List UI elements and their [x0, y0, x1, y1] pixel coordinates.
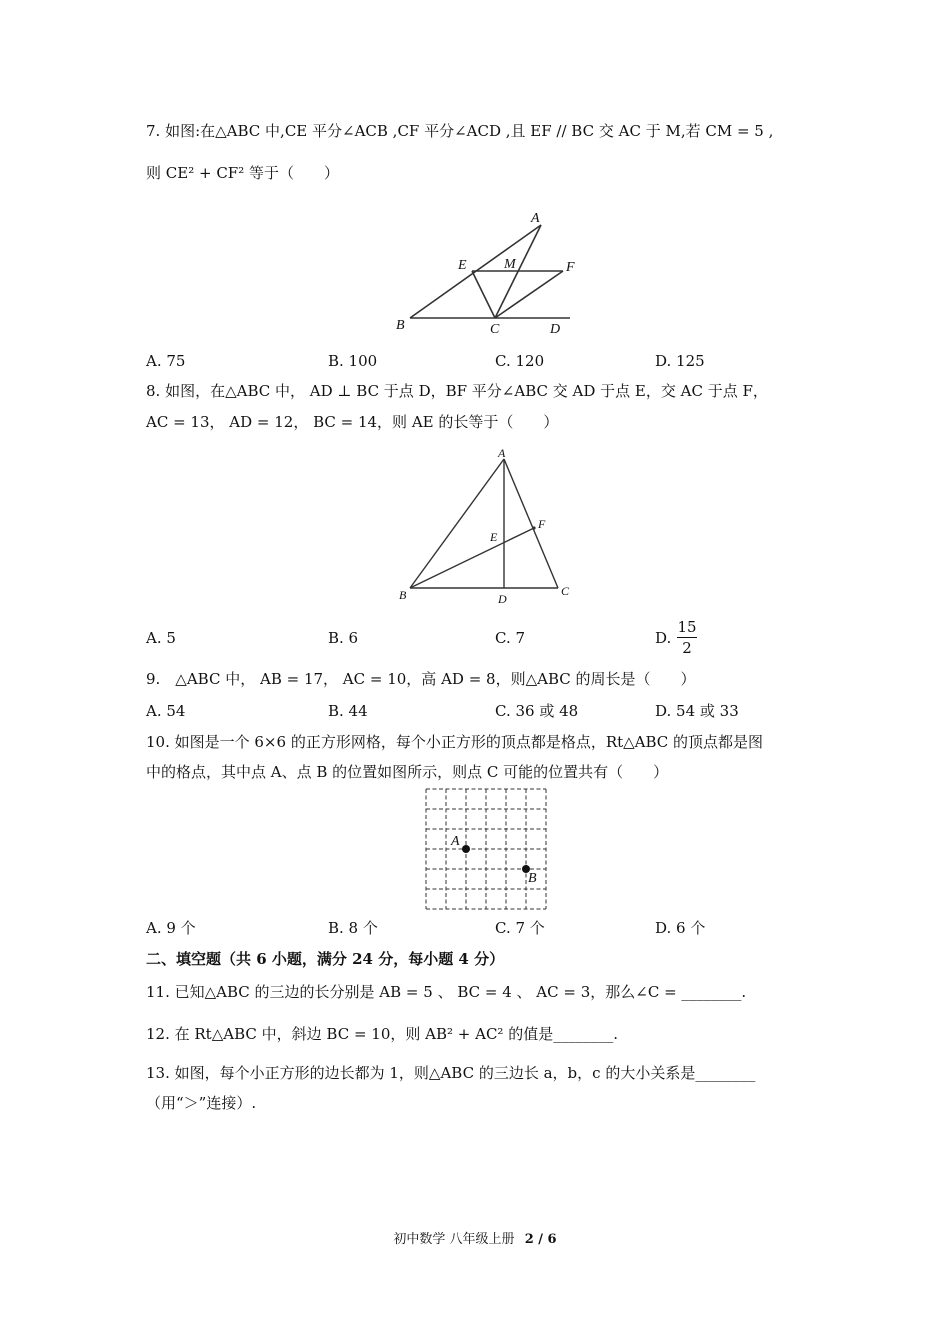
q7-label-f: F: [566, 260, 575, 275]
section-2-title: 二、填空题（共 6 小题，满分 24 分，每小题 4 分）: [146, 950, 505, 968]
q7-label-a: A: [531, 211, 540, 226]
q8-option-d: D.: [655, 629, 672, 647]
q8-option-a: A. 5: [146, 629, 176, 647]
q7-label-e: E: [458, 258, 467, 273]
q10-label-b: B: [528, 871, 537, 886]
q7-label-c: C: [490, 322, 500, 337]
q10-grid-figure: [420, 785, 552, 915]
q8-label-a: A: [498, 446, 506, 460]
fraction-denominator: 2: [682, 639, 692, 657]
q7-label-m: M: [504, 257, 516, 272]
q7-label-d: D: [550, 322, 561, 337]
q8-figure: [390, 445, 590, 610]
q7-label-b: B: [396, 318, 405, 333]
footer-course-label: 初中数学 八年级上册: [393, 1232, 515, 1247]
q8-label-f: F: [538, 517, 546, 531]
page-footer: [0, 1228, 950, 1247]
fraction-bar: [677, 637, 697, 638]
q10-text-line1: 10. 如图是一个 6×6 的正方形网格，每个小正方形的顶点都是格点，Rt△ABC 的顶点都是图: [146, 733, 764, 751]
q8-option-d-fraction: [675, 618, 699, 657]
q9-option-d: D. 54 或 33: [655, 702, 739, 720]
q8-label-d: D: [498, 592, 507, 606]
q8-option-c: C. 7: [495, 629, 526, 647]
q9-option-c: C. 36 或 48: [495, 702, 579, 720]
q7-text-line1: 7. 如图:在△ABC 中,CE 平分∠ACB ,CF 平分∠ACD ,且 EF // BC 交 AC 于 M,若 CM = 5 ,: [146, 122, 774, 140]
q7-figure: [390, 205, 590, 340]
q11-text-line1: 11. 已知△ABC 的三边的长分别是 AB = 5 、 BC = 4 、 AC = 3，那么∠C = ________.: [146, 983, 747, 1001]
fraction-numerator: 15: [677, 618, 697, 636]
q9-text-line1: 9. △ABC 中， AB = 17， AC = 10，高 AD = 8，则△ABC 的周长是（ ）: [146, 670, 696, 688]
q10-text-line2: 中的格点，其中点 A、点 B 的位置如图所示，则点 C 可能的位置共有（ ）: [146, 763, 669, 781]
q8-option-b: B. 6: [328, 629, 359, 647]
q8-label-e: E: [490, 530, 498, 544]
q13-text-line2: （用“＞”连接）.: [146, 1094, 257, 1112]
q7-option-a: A. 75: [146, 352, 186, 370]
q10-point-a: [462, 845, 470, 853]
q7-text-line2: 则 CE² + CF² 等于（ ）: [146, 164, 339, 182]
q7-option-c: C. 120: [495, 352, 545, 370]
q7-option-b: B. 100: [328, 352, 378, 370]
q10-option-b: B. 8 个: [328, 919, 378, 937]
q8-text-line2: AC = 13， AD = 12， BC = 14，则 AE 的长等于（ ）: [146, 413, 559, 431]
q8-text-line1: 8. 如图，在△ABC 中， AD ⊥ BC 于点 D，BF 平分∠ABC 交 AD 于点 E，交 AC 于点 F，: [146, 382, 768, 400]
footer-page-number: 2 / 6: [524, 1232, 557, 1247]
q13-text-line1: 13. 如图，每个小正方形的边长都为 1，则△ABC 的三边长 a，b，c 的大小关系是________: [146, 1064, 756, 1082]
q12-text-line1: 12. 在 Rt△ABC 中，斜边 BC = 10，则 AB² + AC² 的值是________.: [146, 1025, 618, 1043]
q10-option-c: C. 7 个: [495, 919, 545, 937]
q7-option-d: D. 125: [655, 352, 705, 370]
q10-option-d: D. 6 个: [655, 919, 706, 937]
q10-option-a: A. 9 个: [146, 919, 196, 937]
q8-label-c: C: [561, 584, 570, 598]
q9-option-b: B. 44: [328, 702, 368, 720]
q10-label-a: A: [451, 834, 460, 849]
q8-label-b: B: [399, 588, 407, 602]
q9-option-a: A. 54: [146, 702, 186, 720]
